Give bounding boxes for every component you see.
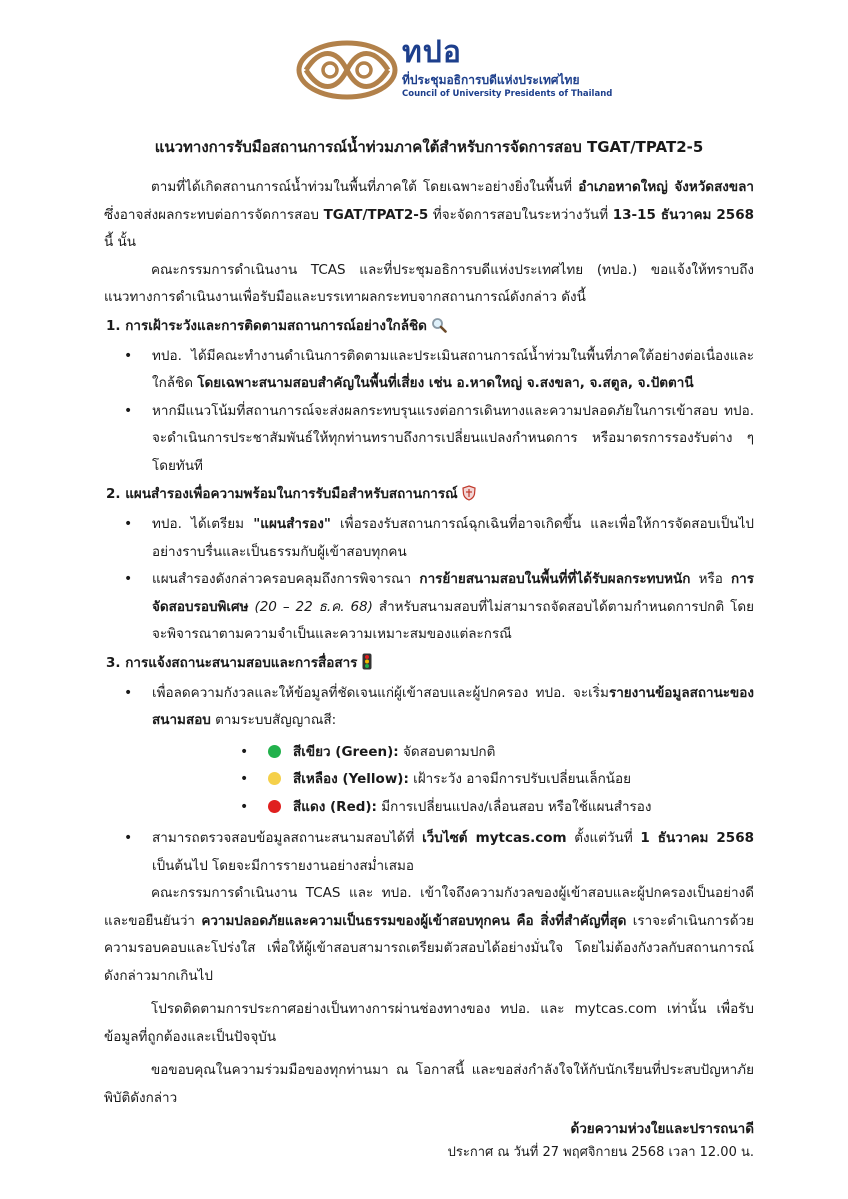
list-item xyxy=(104,343,754,398)
traffic-light-icon xyxy=(361,652,373,680)
official-channel-paragraph: โปรดติดตามการประกาศอย่างเป็นทางการผ่านช่องทางของ ทปอ. และ mytcas.com เท่านั้น เพื่อรับข้อมูลที่ถูกต้องและเป็นปัจจุบัน xyxy=(104,1001,754,1045)
start-date: 1 ธันวาคม 2568 xyxy=(640,830,754,846)
commitment-paragraph xyxy=(104,880,754,990)
org-abbreviation: ทปอ xyxy=(402,35,462,70)
status-yellow xyxy=(220,766,754,794)
list-emphasis: รายงานข้อมูลสถานะของสนามสอบ xyxy=(152,684,754,728)
letterhead xyxy=(296,35,754,108)
list-text: ตามระบบสัญญาณสี: xyxy=(210,712,337,728)
intro-paragraph xyxy=(104,174,754,257)
special-round-dates: (20 – 22 ธ.ค. 68) xyxy=(248,598,373,615)
list-text: ตั้งแต่วันที่ xyxy=(566,830,641,846)
green-dot-icon xyxy=(268,745,281,758)
section-3-list xyxy=(104,680,754,881)
list-emphasis: "แผนสำรอง" xyxy=(253,516,331,532)
status-label: สีเขียว (Green): xyxy=(293,743,399,760)
list-item xyxy=(104,680,754,822)
list-emphasis: การจัดสอบรอบพิเศษ xyxy=(152,571,755,615)
red-dot-icon xyxy=(268,800,281,813)
list-text: ทปอ. ได้มีคณะทำงานดำเนินการติดตามและประเมินสถานการณ์น้ำท่วมในพื้นที่ภาคใต้อย่างต่อเนื่องและใกล้ชิด xyxy=(152,347,754,391)
list-text: ทปอ. ได้เตรียม xyxy=(152,516,254,532)
status-label: สีแดง (Red): xyxy=(293,798,377,815)
list-text: เพื่อรองรับสถานการณ์ฉุกเฉินที่อาจเกิดขึ้น และเพื่อให้การจัดสอบเป็นไปอย่างราบรื่นและเป็นธรรมกับผู้เข้าสอบทุกคน xyxy=(152,516,754,560)
paragraph-emphasis: ความปลอดภัยและความเป็นธรรมของผู้เข้าสอบทุกคน คือ สิ่งที่สำคัญที่สุด xyxy=(201,912,627,929)
list-emphasis: การย้ายสนามสอบในพื้นที่ที่ได้รับผลกระทบหนัก xyxy=(419,571,691,587)
thanks-paragraph: ขอขอบคุณในความร่วมมือของทุกท่านมา ณ โอกาสนี้ และขอส่งกำลังใจให้กับนักเรียนที่ประสบปัญหาภัยพิบัติดังกล่าว xyxy=(104,1062,754,1106)
paragraph-text: เราจะดำเนินการด้วยความรอบคอบและโปร่งใส เพื่อให้ผู้เข้าสอบสามารถเตรียมตัวสอบได้อย่างมั่นใจ โดยไม่ต้องกังวลกับสถานการณ์ดังกล่าวมากเกินไป xyxy=(104,912,754,984)
list-item xyxy=(104,825,754,880)
list-item: • หากมีแนวโน้มที่สถานการณ์จะส่งผลกระทบรุนแรงต่อการเดินทางและความปลอดภัยในการเข้าสอบ ทปอ. จะดำเนินการประชาสัมพันธ์ให้ทุกท่านทราบถึงการเปลี่ยนแปลงกำหนดการ หรือมาตรการรองรับต่าง ๆ โดยทันที xyxy=(104,398,754,481)
announcement-date: ประกาศ ณ วันที่ 27 พฤศจิกายน 2568 เวลา 12.00 น. xyxy=(447,1145,754,1160)
shield-icon xyxy=(462,483,476,511)
section-2-heading xyxy=(106,480,754,511)
intro-text: ซึ่งอาจส่งผลกระทบต่อการจัดการสอบ xyxy=(104,206,324,223)
intro-text: ที่จะจัดการสอบในระหว่างวันที่ xyxy=(428,206,613,223)
section-1-title: 1. การเฝ้าระวังและการติดตามสถานการณ์อย่างใกล้ชิด xyxy=(106,317,427,334)
list-text: หรือ xyxy=(690,571,731,587)
paragraph-text: คณะกรรมการดำเนินงาน TCAS และ ทปอ. เข้าใจถึงความกังวลของผู้เข้าสอบและผู้ปกครองเป็นอย่างดี และขอยืนยันว่า xyxy=(104,885,754,929)
document-title: แนวทางการรับมือสถานการณ์น้ำท่วมภาคใต้สำหรับการจัดการสอบ TGAT/TPAT2-5 xyxy=(154,138,704,156)
status-green xyxy=(220,739,754,767)
org-name-thai: ที่ประชุมอธิการบดีแห่งประเทศไทย xyxy=(402,73,580,87)
section-3-title: 3. การแจ้งสถานะสนามสอบและการสื่อสาร xyxy=(106,654,358,671)
list-text: แผนสำรองดังกล่าวครอบคลุมถึงการพิจารณา xyxy=(152,571,420,587)
list-text: สำหรับสนามสอบที่ไม่สามารถจัดสอบได้ตามกำหนดการปกติ โดยจะพิจารณาตามความจำเป็นและความเหมาะสมของแต่ละกรณี xyxy=(152,598,754,642)
status-color-list xyxy=(152,739,754,822)
section-2-list xyxy=(104,511,754,649)
list-text: เป็นต้นไป โดยจะมีการรายงานอย่างสม่ำเสมอ xyxy=(152,857,414,874)
list-emphasis: โดยเฉพาะสนามสอบสำคัญในพื้นที่เสี่ยง เช่น อ.หาดใหญ่ จ.สงขลา, จ.สตูล, จ.ปัตตานี xyxy=(197,375,694,391)
logo-text xyxy=(402,35,613,100)
status-red xyxy=(220,794,754,822)
intro-exam-date: 13-15 ธันวาคม 2568 xyxy=(612,206,754,223)
list-item xyxy=(104,566,754,649)
section-1-list xyxy=(104,343,754,481)
status-desc: เฝ้าระวัง อาจมีการปรับเปลี่ยนเล็กน้อย xyxy=(408,771,632,787)
list-text: สามารถตรวจสอบข้อมูลสถานะสนามสอบได้ที่ xyxy=(152,830,423,846)
status-label: สีเหลือง (Yellow): xyxy=(293,771,409,787)
intro-exam-name: TGAT/TPAT2-5 xyxy=(323,206,429,223)
intro-text: ตามที่ได้เกิดสถานการณ์น้ำท่วมในพื้นที่ภาคใต้ โดยเฉพาะอย่างยิ่งในพื้นที่ xyxy=(151,179,579,195)
status-desc: จัดสอบตามปกติ xyxy=(398,743,496,760)
status-desc: มีการเปลี่ยนแปลง/เลื่อนสอบ หรือใช้แผนสำรอง xyxy=(376,798,652,815)
list-item xyxy=(104,511,754,566)
section-1-heading xyxy=(106,312,754,343)
section-2-title: 2. แผนสำรองเพื่อความพร้อมในการรับมือสำหรับสถานการณ์ xyxy=(106,486,458,502)
magnifier-icon xyxy=(431,315,447,343)
list-text: เพื่อลดความกังวลและให้ข้อมูลที่ชัดเจนแก่ผู้เข้าสอบและผู้ปกครอง ทปอ. จะเริ่ม xyxy=(152,684,609,701)
org-name-english: Council of University Presidents of Thailand xyxy=(402,89,613,99)
cupt-logo-icon xyxy=(296,40,398,100)
intro-paragraph-2: คณะกรรมการดำเนินงาน TCAS และที่ประชุมอธิการบดีแห่งประเทศไทย (ทปอ.) ขอแจ้งให้ทราบถึงแนวทางการดำเนินงานเพื่อรับมือและบรรเทาผลกระทบจากสถานการณ์ดังกล่าว ดังนี้ xyxy=(104,261,754,305)
section-3-heading xyxy=(106,649,754,680)
closing-line: ด้วยความห่วงใยและปรารถนาดี xyxy=(570,1121,754,1137)
intro-location: อำเภอหาดใหญ่ จังหวัดสงขลา xyxy=(578,179,754,195)
yellow-dot-icon xyxy=(268,772,281,785)
website-link: เว็บไซต์ mytcas.com xyxy=(422,830,567,846)
intro-text: นี้ นั้น xyxy=(104,234,136,250)
